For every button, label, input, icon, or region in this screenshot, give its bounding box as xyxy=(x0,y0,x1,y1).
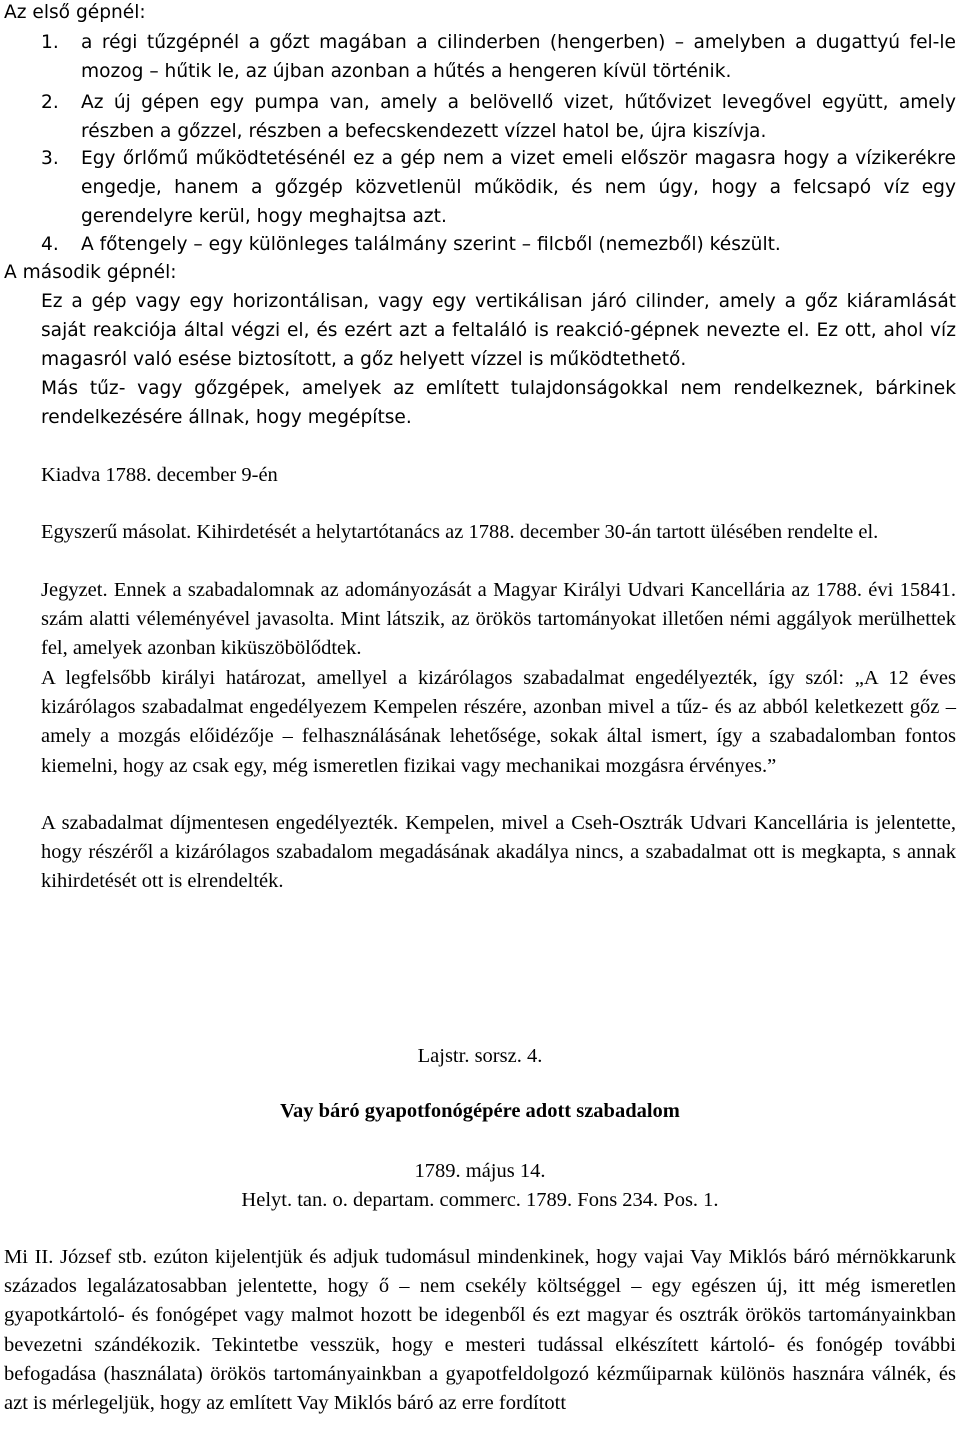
list-item-text: Az új gépen egy pumpa van, amely a belövellő vizet, hűtővizet levegővel együtt, amely részben a gőzzel, részben a befecskendezett vízzel hatol be, újra kiszívja. xyxy=(81,92,956,143)
list-item xyxy=(41,144,956,232)
list-item-number: 4. xyxy=(41,234,59,255)
first-machine-heading: Az első gépnél: xyxy=(4,2,146,23)
list-item-number: 1. xyxy=(41,32,59,53)
list-item-text: Egy őrlőmű működtetésénél ez a gép nem a vizet emeli először magasra hogy a vízikerékre engedje, hanem a gőzgép közvetlenül működik, és nem úgy, hogy a felcsapó víz egy gerendelyre kerül, hogy meghajtsa azt. xyxy=(81,148,956,228)
list-item xyxy=(41,88,956,146)
list-item xyxy=(41,28,956,86)
entry-title: Vay báró gyapotfonógépére adott szabadalom xyxy=(280,1100,680,1122)
second-machine-paragraph: Ez a gép vagy egy horizontálisan, vagy egy vertikálisan járó cilinder, amely a gőz kiáramlását saját reakciója által végzi el, és ezért azt a feltaláló is reakció-gépnek nevezte el. Ez ott, ahol víz magasról való esése biztosított, a gőz helyett vízzel is működtethető. xyxy=(41,291,956,371)
note-paragraph: Jegyzet. Ennek a szabadalomnak az adományozását a Magyar Királyi Udvari Kancellária az 1788. évi 15841. szám alatti véleményével javasolta. Mint látszik, az örökös tartományokat illetően némi aggályok merülhettek fel, amelyek azonban kiküszöbölődtek. xyxy=(41,579,956,660)
note-paragraph: A legfelsőbb királyi határozat, amellyel a kizárólagos szabadalmat engedélyezték, így szól: „A 12 éves kizárólagos szabadalmat engedélyezem Kempelen részére, azonban mivel a tűz- és az abból keletkezett gőz – amely a mozgás előidézője – felhasználásának lehetősége, sokak által ismert, így a szabadalomban fontos kiemelni, hogy az csak egy, még ismeretlen fizikai vagy mechanikai mozgásra érvényes.” xyxy=(41,667,956,777)
register-number: Lajstr. sorsz. 4. xyxy=(417,1045,543,1067)
entry-body: Mi II. József stb. ezúton kijelentjük és adjuk tudomásul mindenkinek, hogy vajai Vay Miklós báró mérnökkarunk százados legalázatosabban jelentette, hogy ő – nem csekély költséggel – egy egészen új, itt még ismeretlen gyapotkártoló- és fonógépet vagy malmot hozott be idegenből és ezt magyar és osztrák örökös tartományainkban bevezetni szándékozik. Tekintetbe vesszük, hogy e mesteri tudással elkészített kártoló- és fonógép további befogadása (használata) örökös tartományainkban a gyapotfeldolgozó kézműiparnak különös hasznára válnék, és azt is mérlegeljük, hogy az említett Vay Miklós báró az erre fordított xyxy=(4,1246,956,1415)
issued-date: Kiadva 1788. december 9-én xyxy=(41,464,278,486)
second-machine-paragraph: Más tűz- vagy gőzgépek, amelyek az említett tulajdonságokkal nem rendelkeznek, bárkinek rendelkezésére állnak, hogy megépítse. xyxy=(41,378,956,429)
note-paragraph: A szabadalmat díjmentesen engedélyezték. Kempelen, mivel a Cseh-Osztrák Udvari Kancellária is jelentette, hogy részéről a kizárólagos szabadalom megadásának akadálya nincs, a szabadalmat ott is megkapta, s annak kihirdetését ott is elrendelték. xyxy=(41,812,956,893)
list-item xyxy=(41,230,956,259)
list-item-text: a régi tűzgépnél a gőzt magában a cilinderben (hengerben) – amelyben a dugattyú fel-le mozog – hűtik le, az újban azonban a hűtés a hengeren kívül történik. xyxy=(81,32,956,83)
entry-date: 1789. május 14. xyxy=(414,1160,546,1182)
archive-reference: Helyt. tan. o. departam. commerc. 1789. Fons 234. Pos. 1. xyxy=(241,1189,719,1211)
list-item-number: 2. xyxy=(41,92,59,113)
copy-note: Egyszerű másolat. Kihirdetését a helytartótanács az 1788. december 30-án tartott ülésében rendelte el. xyxy=(41,521,879,543)
list-item-number: 3. xyxy=(41,148,59,169)
list-item-text: A főtengely – egy különleges találmány szerint – filcből (nemezből) készült. xyxy=(81,234,781,255)
second-machine-heading: A második gépnél: xyxy=(4,262,177,283)
